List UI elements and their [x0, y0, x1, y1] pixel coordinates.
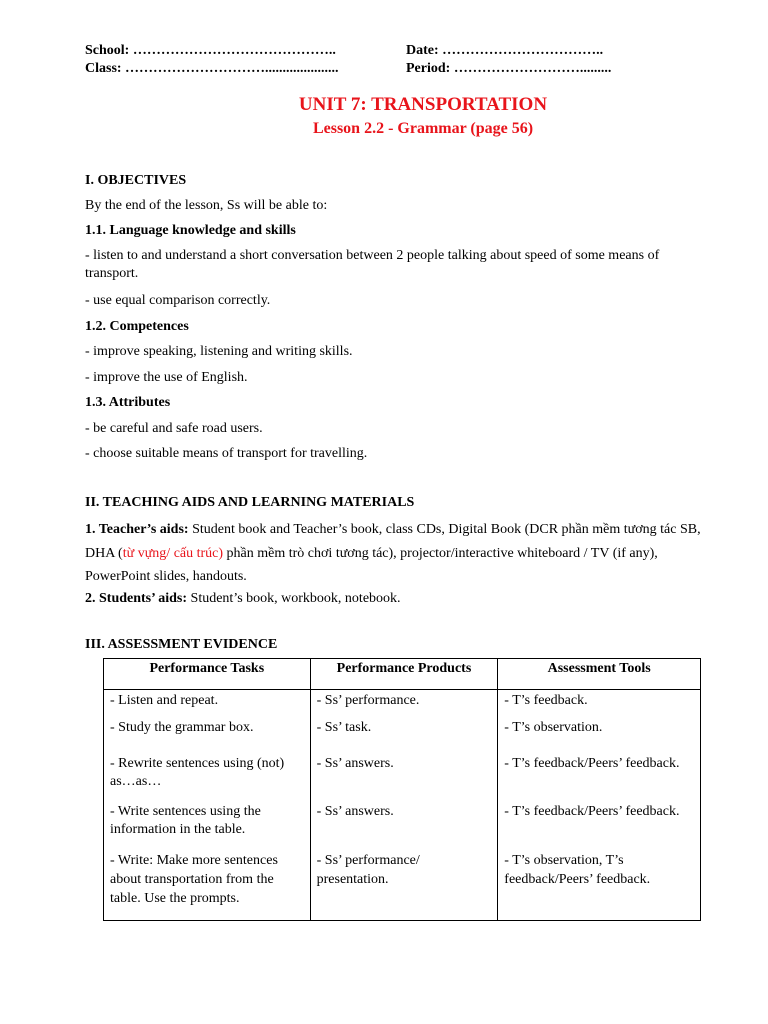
table-cell: - Ss’ performance/ presentation.: [316, 852, 420, 887]
competences-item: - improve the use of English.: [85, 370, 248, 385]
aids-heading: II. TEACHING AIDS AND LEARNING MATERIALS: [85, 495, 415, 510]
table-row: [104, 851, 701, 921]
table-cell: - T’s observation, T’s feedback/Peers’ feedback.: [504, 852, 651, 887]
knowledge-item: - listen to and understand a short conversation between 2 people talking about speed of some means of transport.: [85, 248, 660, 281]
students-aids-label: 2. Students’ aids:: [85, 591, 188, 606]
table-cell: - T’s feedback/Peers’ feedback.: [504, 803, 680, 819]
table-row: [104, 755, 701, 803]
attributes-item: - choose suitable means of transport for travelling.: [85, 446, 368, 461]
attributes-item: - be careful and safe road users.: [85, 421, 263, 436]
column-header: Performance Tasks: [104, 659, 311, 690]
column-header: Assessment Tools: [498, 659, 701, 690]
unit-title: UNIT 7: TRANSPORTATION: [298, 94, 548, 115]
knowledge-item: - use equal comparison correctly.: [85, 293, 271, 308]
table-cell: - Study the grammar box.: [110, 719, 254, 735]
teacher-aids-paragraph: [85, 518, 707, 589]
table-cell: - Ss’ task.: [316, 719, 372, 735]
table-cell: - Listen and repeat.: [110, 693, 219, 708]
table-cell: - Write: Make more sentences about transportation from the table. Use the prompts.: [110, 852, 278, 906]
competences-item: - improve speaking, listening and writing skills.: [85, 344, 353, 359]
table-cell: - Ss’ performance.: [316, 693, 420, 708]
teacher-aids-label: 1. Teacher’s aids:: [85, 522, 189, 537]
assessment-table: [103, 658, 701, 921]
table-cell: - Ss’ answers.: [316, 755, 394, 771]
knowledge-heading: 1.1. Language knowledge and skills: [85, 223, 296, 238]
class-field: Class: ………………………….....................: [85, 61, 339, 76]
table-cell: - Write sentences using the information in the table.: [110, 803, 261, 837]
attributes-heading: 1.3. Attributes: [85, 395, 171, 410]
school-field: School: ……………………………………..: [85, 43, 336, 58]
teacher-aids-highlight: từ vựng/ cấu trúc): [122, 545, 224, 561]
students-aids-paragraph: [85, 590, 401, 608]
table-row: [104, 719, 701, 755]
table-cell: - T’s feedback/Peers’ feedback.: [504, 755, 680, 771]
competences-heading: 1.2. Competences: [85, 319, 189, 334]
teacher-aids-text-cont: phần mềm trò chơi tương tác), projector/interactive whiteboard / TV (if any), PowerPoint slides, handouts.: [85, 545, 658, 584]
table-cell: - Rewrite sentences using (not) as…as…: [110, 755, 285, 789]
table-row: [104, 690, 701, 719]
table-cell: - T’s observation.: [504, 719, 603, 735]
objectives-heading: I. OBJECTIVES: [85, 173, 187, 188]
period-field: Period: ……………………….........: [406, 61, 612, 76]
students-aids-text: Student’s book, workbook, notebook.: [187, 591, 401, 606]
lesson-subtitle: Lesson 2.2 - Grammar (page 56): [312, 120, 534, 137]
objectives-intro: By the end of the lesson, Ss will be able to:: [85, 198, 328, 213]
table-cell: - T’s feedback.: [504, 693, 588, 708]
table-row: [104, 803, 701, 851]
table-header-row: [104, 659, 701, 690]
assessment-heading: III. ASSESSMENT EVIDENCE: [85, 637, 278, 652]
column-header: Performance Products: [310, 659, 498, 690]
date-field: Date: ……………………………..: [406, 43, 604, 58]
teacher-aids-text: Student book and Teacher’s book, class CDs, Digital Book (DCR phần mềm tương tác SB, DHA (: [85, 522, 701, 561]
table-cell: - Ss’ answers.: [316, 803, 394, 819]
